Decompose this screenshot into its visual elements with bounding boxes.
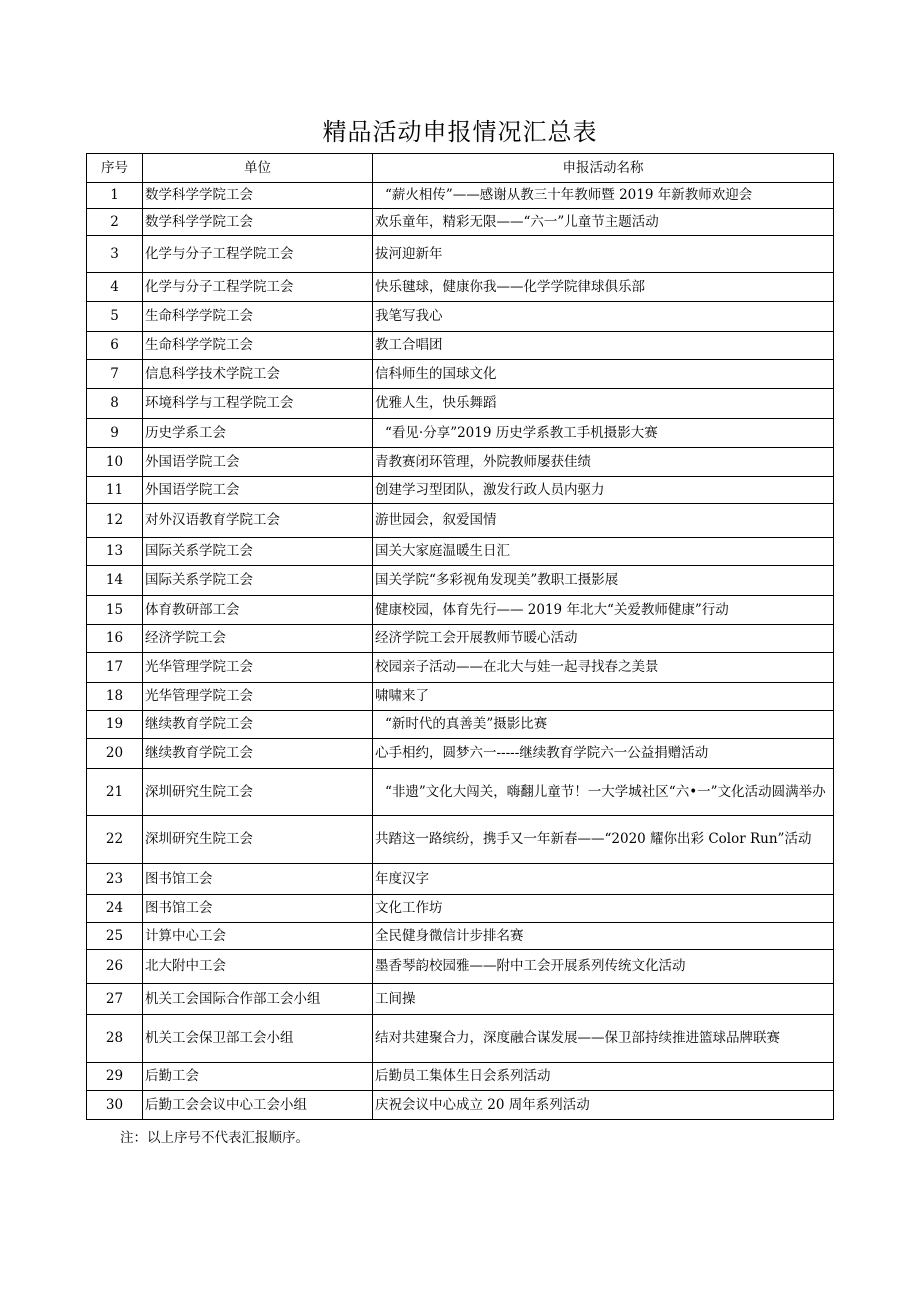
table-row — [87, 273, 834, 302]
footnote: 注：以上序号不代表汇报顺序。 — [120, 1130, 309, 1146]
row-number: 22 — [87, 816, 143, 864]
row-activity: 国关大家庭温暖生日汇 — [373, 538, 834, 566]
table-row — [87, 538, 834, 566]
row-number: 6 — [87, 332, 143, 360]
table-row — [87, 419, 834, 448]
row-activity: 工间操 — [373, 984, 834, 1015]
row-unit: 图书馆工会 — [143, 895, 373, 923]
row-unit: 数学科学学院工会 — [143, 209, 373, 236]
table-row — [87, 448, 834, 477]
row-unit: 后勤工会会议中心工会小组 — [143, 1091, 373, 1120]
table-row — [87, 1015, 834, 1063]
summary-table — [86, 153, 834, 1120]
table-header-row — [87, 154, 834, 183]
row-unit: 深圳研究生院工会 — [143, 769, 373, 816]
table-row — [87, 950, 834, 984]
table-row — [87, 477, 834, 504]
row-number: 25 — [87, 923, 143, 950]
row-unit: 光华管理学院工会 — [143, 683, 373, 711]
row-unit: 环境科学与工程学院工会 — [143, 389, 373, 419]
table-row — [87, 596, 834, 625]
row-number: 30 — [87, 1091, 143, 1120]
row-number: 24 — [87, 895, 143, 923]
row-number: 11 — [87, 477, 143, 504]
row-unit: 生命科学学院工会 — [143, 332, 373, 360]
row-unit: 北大附中工会 — [143, 950, 373, 984]
row-unit: 继续教育学院工会 — [143, 739, 373, 769]
row-number: 3 — [87, 236, 143, 273]
row-unit: 生命科学学院工会 — [143, 302, 373, 332]
row-activity: “薪火相传”——感谢从教三十年教师暨 2019 年新教师欢迎会 — [373, 183, 834, 209]
table-row — [87, 653, 834, 683]
row-unit: 对外汉语教育学院工会 — [143, 504, 373, 538]
row-number: 29 — [87, 1063, 143, 1091]
row-number: 10 — [87, 448, 143, 477]
row-unit: 信息科学技术学院工会 — [143, 360, 373, 389]
row-number: 14 — [87, 566, 143, 596]
table-row — [87, 302, 834, 332]
row-activity: 快乐毽球，健康你我——化学学院律球俱乐部 — [373, 273, 834, 302]
row-unit: 后勤工会 — [143, 1063, 373, 1091]
row-unit: 化学与分子工程学院工会 — [143, 236, 373, 273]
row-activity: 优雅人生，快乐舞蹈 — [373, 389, 834, 419]
row-unit: 外国语学院工会 — [143, 448, 373, 477]
row-unit: 光华管理学院工会 — [143, 653, 373, 683]
row-activity: “新时代的真善美”摄影比赛 — [373, 711, 834, 739]
row-unit: 国际关系学院工会 — [143, 566, 373, 596]
row-unit: 经济学院工会 — [143, 625, 373, 653]
row-activity: 啸啸来了 — [373, 683, 834, 711]
row-activity: 我笔写我心 — [373, 302, 834, 332]
row-activity: 心手相约，圆梦六一-----继续教育学院六一公益捐赠活动 — [373, 739, 834, 769]
table-row — [87, 332, 834, 360]
row-activity: 欢乐童年，精彩无限——“六一”儿童节主题活动 — [373, 209, 834, 236]
table-row — [87, 984, 834, 1015]
document-title: 精品活动申报情况汇总表 — [322, 118, 598, 146]
row-activity: “看见·分享”2019 历史学系教工手机摄影大赛 — [373, 419, 834, 448]
row-activity: 国关学院“多彩视角发现美”教职工摄影展 — [373, 566, 834, 596]
row-number: 2 — [87, 209, 143, 236]
table-row — [87, 360, 834, 389]
table-row — [87, 1063, 834, 1091]
row-activity: 信科师生的国球文化 — [373, 360, 834, 389]
row-activity: 年度汉字 — [373, 864, 834, 895]
header-unit: 单位 — [143, 154, 373, 183]
table-row — [87, 895, 834, 923]
row-number: 21 — [87, 769, 143, 816]
row-activity: 文化工作坊 — [373, 895, 834, 923]
row-number: 16 — [87, 625, 143, 653]
row-number: 15 — [87, 596, 143, 625]
row-activity: 青教赛闭环管理，外院教师屡获佳绩 — [373, 448, 834, 477]
table-row — [87, 209, 834, 236]
row-number: 18 — [87, 683, 143, 711]
row-activity: 创建学习型团队，激发行政人员内驱力 — [373, 477, 834, 504]
row-unit: 体育教研部工会 — [143, 596, 373, 625]
row-number: 19 — [87, 711, 143, 739]
table-row — [87, 923, 834, 950]
row-number: 5 — [87, 302, 143, 332]
row-number: 13 — [87, 538, 143, 566]
header-num: 序号 — [87, 154, 143, 183]
row-number: 23 — [87, 864, 143, 895]
row-number: 17 — [87, 653, 143, 683]
table-row — [87, 739, 834, 769]
table-row — [87, 504, 834, 538]
header-activity: 申报活动名称 — [373, 154, 834, 183]
row-unit: 计算中心工会 — [143, 923, 373, 950]
table-row — [87, 683, 834, 711]
row-number: 12 — [87, 504, 143, 538]
row-activity: 全民健身微信计步排名赛 — [373, 923, 834, 950]
row-activity: “非遗”文化大闯关，嗨翻儿童节！一大学城社区“六•一”文化活动圆满举办 — [373, 769, 834, 816]
row-number: 20 — [87, 739, 143, 769]
row-unit: 外国语学院工会 — [143, 477, 373, 504]
row-number: 1 — [87, 183, 143, 209]
row-unit: 图书馆工会 — [143, 864, 373, 895]
row-activity: 拔河迎新年 — [373, 236, 834, 273]
row-unit: 深圳研究生院工会 — [143, 816, 373, 864]
table-row — [87, 183, 834, 209]
row-number: 9 — [87, 419, 143, 448]
row-unit: 历史学系工会 — [143, 419, 373, 448]
table-row — [87, 816, 834, 864]
table-row — [87, 625, 834, 653]
table-row — [87, 566, 834, 596]
row-number: 28 — [87, 1015, 143, 1063]
row-activity: 墨香琴韵校园雅——附中工会开展系列传统文化活动 — [373, 950, 834, 984]
row-number: 4 — [87, 273, 143, 302]
row-activity: 后勤员工集体生日会系列活动 — [373, 1063, 834, 1091]
row-number: 8 — [87, 389, 143, 419]
table-row — [87, 236, 834, 273]
row-number: 27 — [87, 984, 143, 1015]
row-activity: 校园亲子活动——在北大与娃一起寻找春之美景 — [373, 653, 834, 683]
row-activity: 游世园会，叙爱国情 — [373, 504, 834, 538]
row-unit: 国际关系学院工会 — [143, 538, 373, 566]
row-number: 7 — [87, 360, 143, 389]
table-row — [87, 711, 834, 739]
row-activity: 经济学院工会开展教师节暖心活动 — [373, 625, 834, 653]
row-unit: 数学科学学院工会 — [143, 183, 373, 209]
row-number: 26 — [87, 950, 143, 984]
table-row — [87, 1091, 834, 1120]
table-body — [87, 183, 834, 1120]
row-activity: 健康校园，体育先行—— 2019 年北大“关爱教师健康”行动 — [373, 596, 834, 625]
row-activity: 共踏这一路缤纷，携手又一年新春——“2020 耀你出彩 Color Run”活动 — [373, 816, 834, 864]
row-activity: 庆祝会议中心成立 20 周年系列活动 — [373, 1091, 834, 1120]
row-unit: 机关工会保卫部工会小组 — [143, 1015, 373, 1063]
table-row — [87, 864, 834, 895]
row-unit: 化学与分子工程学院工会 — [143, 273, 373, 302]
row-unit: 继续教育学院工会 — [143, 711, 373, 739]
table-row — [87, 769, 834, 816]
row-activity: 教工合唱团 — [373, 332, 834, 360]
row-unit: 机关工会国际合作部工会小组 — [143, 984, 373, 1015]
row-activity: 结对共建聚合力，深度融合谋发展——保卫部持续推进篮球品牌联赛 — [373, 1015, 834, 1063]
table-row — [87, 389, 834, 419]
